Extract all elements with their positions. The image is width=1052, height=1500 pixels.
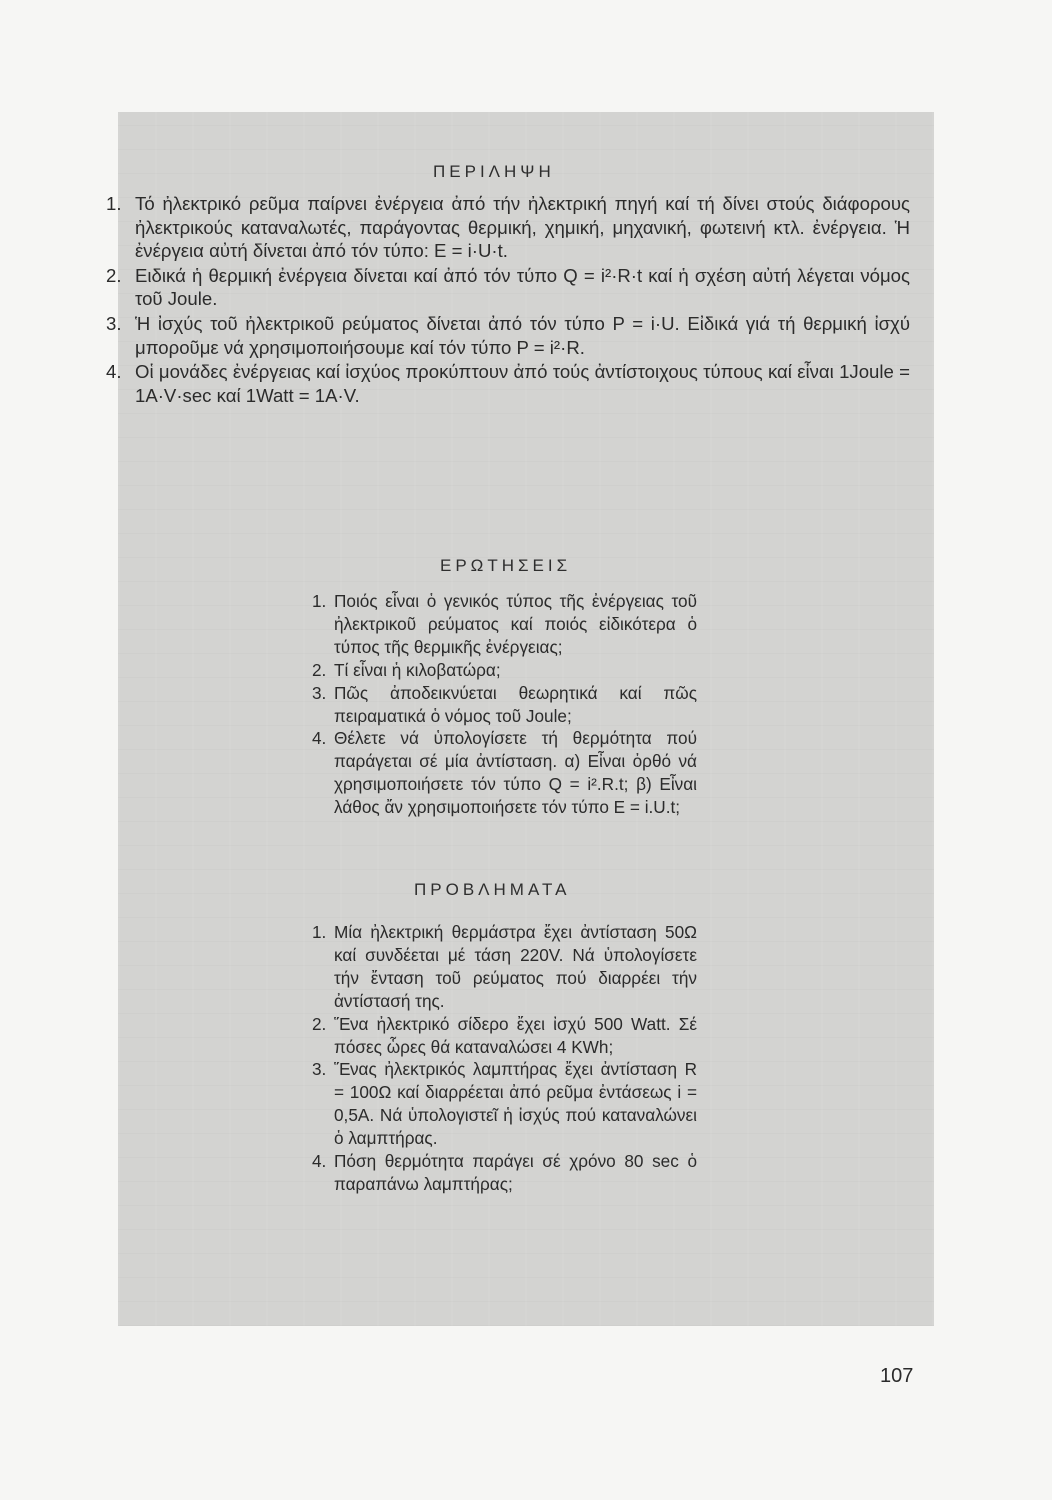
question-number: 3. — [312, 682, 327, 703]
summary-item-number: 2. — [106, 264, 122, 286]
problem-item — [312, 921, 697, 1013]
summary-item-number: 1. — [106, 193, 122, 214]
problem-text: Μία ἠλεκτρική θερμάστρα ἔχει ἀντίσταση 50Ω καί συνδέεται μέ τάση 220V. Νά ὑπολογίσετε τήν ἔνταση τοῦ ρεύματος πού διαρρέει τήν ἀντίστασή της. — [334, 922, 697, 1011]
summary-item-text: Ειδικά ἡ θερμική ἐνέργεια δίνεται καί ἀπό τόν τύπο Q = i²·R·t καί ἡ σχέση αὐτή λέγεται νόμος τοῦ Joule. — [135, 264, 910, 310]
problem-number: 2. — [312, 1013, 327, 1034]
summary-item-number: 4. — [106, 361, 122, 383]
summary-item-number: 3. — [106, 312, 122, 334]
questions-heading: ΕΡΩΤΗΣΕΙΣ — [440, 556, 572, 575]
question-item — [312, 590, 697, 659]
question-text: Πῶς ἀποδεικνύεται θεωρητικά καί πῶς πειραματικά ὁ νόμος τοῦ Joule; — [334, 682, 697, 726]
question-number: 4. — [312, 728, 327, 749]
summary-item — [106, 312, 910, 359]
problem-number: 1. — [312, 922, 327, 942]
problem-text: Πόση θερμότητα παράγει σέ χρόνο 80 sec ὁ παραπάνω λαμπτήρας; — [334, 1151, 697, 1194]
questions-list — [312, 590, 697, 819]
problem-text: Ἕνα ἠλεκτρικό σίδερο ἔχει ἰσχύ 500 Watt. Σέ πόσες ὧρες θά καταναλώσει 4 KWh; — [334, 1013, 697, 1057]
problem-number: 4. — [312, 1151, 327, 1172]
summary-heading: ΠΕΡΙΛΗΨΗ — [433, 162, 555, 181]
summary-item-text: Τό ἠλεκτρικό ρεῦμα παίρνει ἐνέργεια ἀπό τήν ἠλεκτρική πηγή καί τή δίνει στούς διάφορους ἠλεκτρικούς καταναλωτές, παράγοντας θερμική, χημική, μηχανική, φωτεινή κτλ. ἐνέργεια. Ἡ ἐνέργεια αὐτή δίνεται ἀπό τόν τύπο: E = i·U·t. — [135, 193, 910, 262]
question-number: 2. — [312, 659, 327, 680]
question-text: Θέλετε νά ὑπολογίσετε τή θερμότητα πού παράγεται σέ μία ἀντίσταση. α) Εἶναι ὀρθό νά χρησιμοποιήσετε τόν τύπο Q = i².R.t; β) Εἶναι λάθος ἄν χρησιμοποιήσετε τόν τύπο E = i.U.t; — [334, 728, 697, 818]
question-item — [312, 659, 697, 682]
problem-item — [312, 1150, 697, 1196]
question-number: 1. — [312, 591, 327, 611]
problem-number: 3. — [312, 1059, 327, 1080]
summary-item — [106, 360, 910, 407]
question-item — [312, 682, 697, 728]
question-item — [312, 727, 697, 819]
summary-item-text: Ἡ ἰσχύς τοῦ ἠλεκτρικοῦ ρεύματος δίνεται ἀπό τόν τύπο P = i·U. Εἰδικά γιά τή θερμική ἰσχύ μποροῦμε νά χρησιμοποιήσουμε καί τόν τύπο P = i²·R. — [135, 312, 910, 358]
question-text: Τί εἶναι ἡ κιλοβατώρα; — [334, 659, 501, 680]
summary-list — [106, 192, 910, 408]
problem-item — [312, 1013, 697, 1059]
summary-item — [106, 192, 910, 263]
problems-list — [312, 921, 697, 1196]
summary-item — [106, 264, 910, 311]
question-text: Ποιός εἶναι ὁ γενικός τύπος τῆς ἐνέργειας τοῦ ἠλεκτρικοῦ ρεύματος καί ποιός εἰδικότερα ὁ τύπος τῆς θερμικῆς ἐνέργειας; — [334, 591, 697, 657]
summary-item-text: Οἱ μονάδες ἐνέργειας καί ἰσχύος προκύπτουν ἀπό τούς ἀντίστοιχους τύπους καί εἶναι 1Joule = 1A·V·sec καί 1Watt = 1A·V. — [135, 361, 910, 406]
problems-heading: ΠΡΟΒΛΗΜΑΤΑ — [414, 880, 571, 899]
page-number: 107 — [880, 1365, 914, 1387]
problem-item — [312, 1058, 697, 1150]
problem-text: Ἕνας ἠλεκτρικός λαμπτήρας ἔχει ἀντίσταση R = 100Ω καί διαρρέεται ἀπό ρεῦμα ἐντάσεως i = 0,5A. Νά ὑπολογιστεῖ ἡ ἰσχύς πού καταναλώνει ὁ λαμπτήρας. — [334, 1059, 697, 1149]
